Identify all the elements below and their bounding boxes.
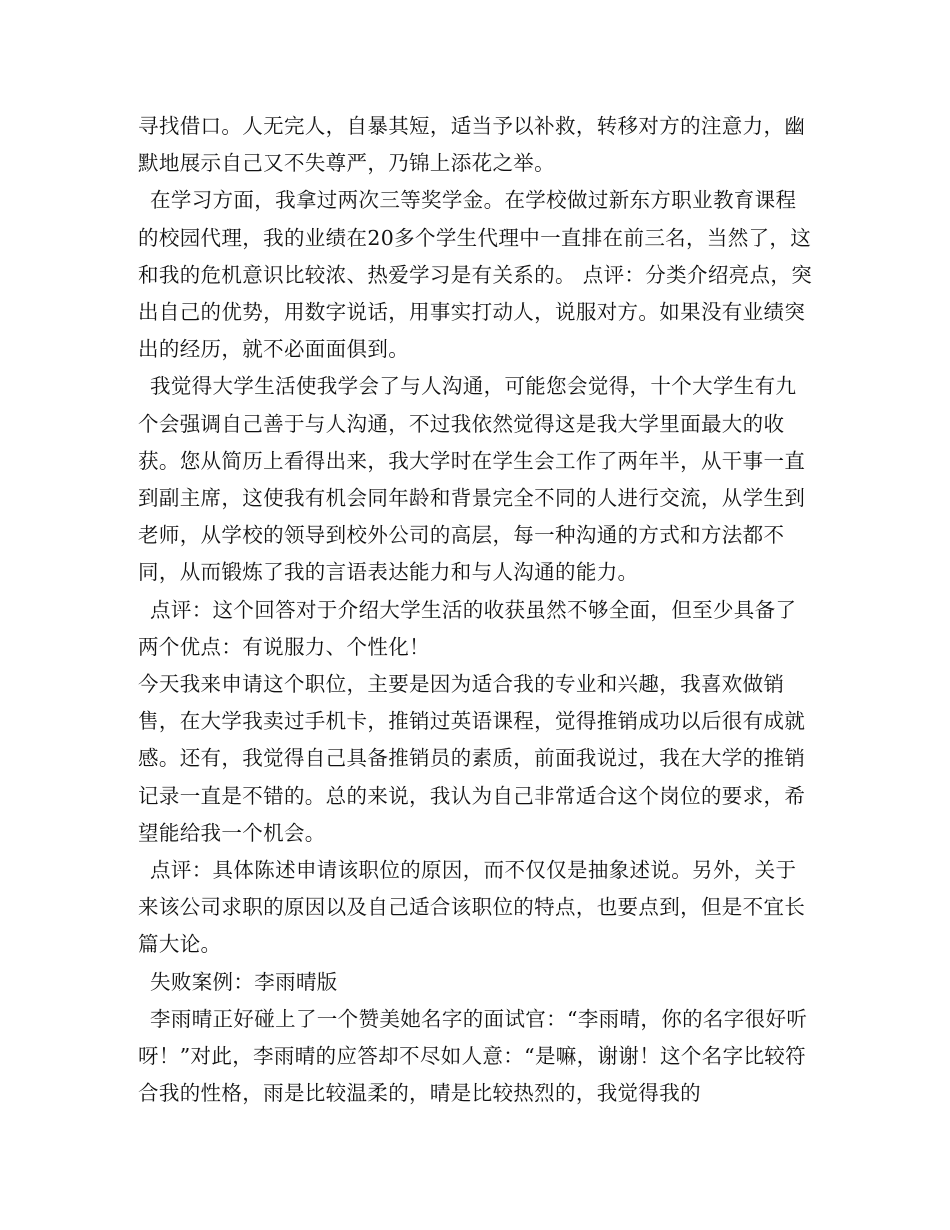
document-body [138,108,814,1112]
paragraph-study: 在学习方面，我拿过两次三等奖学金。在学校做过新东方职业教育课程的校园代理，我的业绩在20多个学生代理中一直排在前三名，当然了，这和我的危机意识比较浓、热爱学习是有关系的。 点评：分类介绍亮点，突出自己的优势，用数字说话，用事实打动人，说服对方。如果没有业绩突出的经历，就不必面面俱到。 [138,188,813,362]
paragraph-communication: 我觉得大学生活使我学会了与人沟通，可能您会觉得，十个大学生有九个会强调自己善于与人沟通，不过我依然觉得这是我大学里面最大的收获。您从简历上看得出来，我大学时在学生会工作了两年半，从干事一直到副主席，这使我有机会同年龄和背景完全不同的人进行交流，从学生到老师，从学校的领导到校外公司的高层，每一种沟通的方式和方法都不同，从而锻炼了我的言语表达能力和与人沟通的能力。 [138,374,806,585]
paragraph-continuation: 寻找借口。人无完人，自暴其短，适当予以补救，转移对方的注意力，幽默地展示自己又不失尊严，乃锦上添花之举。 [138,114,806,176]
paragraph-comment-communication: 点评：这个回答对于介绍大学生活的收获虽然不够全面，但至少具备了两个优点：有说服力、个性化！ [138,597,797,659]
paragraph-application-reason: 今天我来申请这个职位，主要是因为适合我的专业和兴趣，我喜欢做销售，在大学我卖过手机卡，推销过英语课程，觉得推销成功以后很有成就感。还有，我觉得自己具备推销员的素质，前面我说过，我在大学的推销记录一直是不错的。总的来说，我认为自己非常适合这个岗位的要求，希望能给我一个机会。 [138,672,806,845]
paragraph-failure-case: 李雨晴正好碰上了一个赞美她名字的面试官：“李雨晴，你的名字很好听呀！”对此，李雨晴的应答却不尽如人意：“是嘛，谢谢！这个名字比较符合我的性格，雨是比较温柔的，晴是比较热烈的，我觉得我的 [138,1006,808,1106]
section-heading-failure-case: 失败案例：李雨晴版 [150,969,338,994]
paragraph-comment-application: 点评：具体陈述申请该职位的原因，而不仅仅是抽象述说。另外，关于来该公司求职的原因以及自己适合该职位的特点，也要点到，但是不宜长篇大论。 [138,858,806,957]
